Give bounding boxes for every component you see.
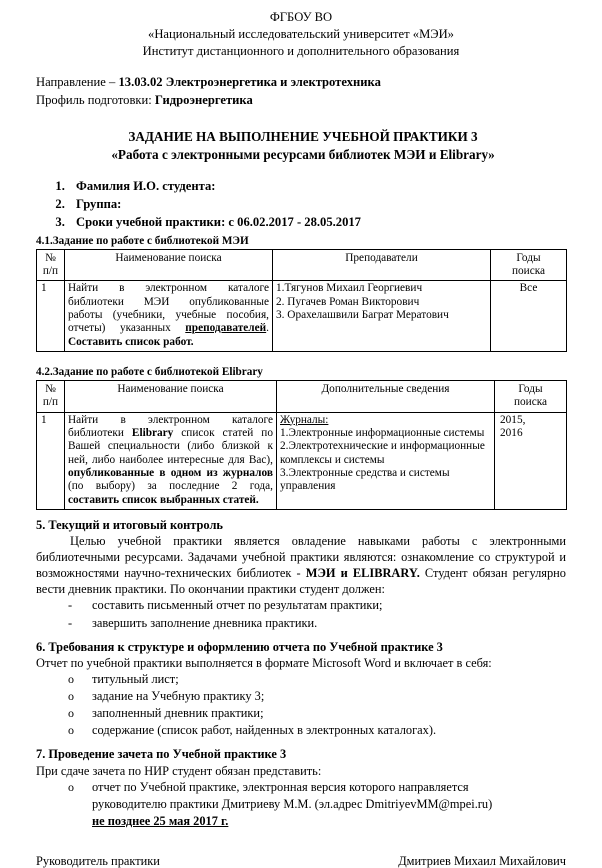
header-years-line1: Годы (518, 382, 543, 395)
table-elibrary (36, 380, 567, 510)
table-header-row (37, 380, 567, 412)
search-text-bold1: опубликованные в одном из журналов (68, 466, 273, 479)
section-5-text-bold: МЭИ и ELIBRARY. (305, 566, 420, 581)
header-num-line1: № (45, 382, 56, 395)
cell-years (495, 412, 567, 509)
table-mei (36, 249, 567, 352)
header-years-line2: поиска (513, 396, 548, 409)
section-6-list (0, 671, 602, 739)
table-row (37, 412, 567, 509)
section-5 (0, 517, 602, 598)
title-line-2: «Работа с электронными ресурсами библиотек МЭИ и Elibrary» (111, 146, 495, 162)
header-num-line1: № (45, 251, 56, 264)
masthead-line-1: ФГБОУ ВО (269, 10, 333, 24)
direction-value: 13.03.02 Электроэнергетика и электротехника (118, 75, 381, 90)
search-text-elibrary: Elibrary (131, 426, 174, 439)
search-text-part2: список статей по Вашей специальности (либо близкой к ней, либо наиболее интересные для Вас), (68, 426, 273, 466)
cell-search-description (65, 281, 273, 352)
additional-info-title: Журналы: (280, 413, 329, 426)
column-header-years (495, 380, 567, 412)
section-7-item-line1: отчет по Учебной практике, электронная версия которого направляется (92, 779, 469, 794)
section-5-text-part2: Студент обязан регулярно вести дневник практики. По окончании практики студент должен: (36, 566, 566, 597)
column-header-years (491, 249, 567, 281)
list-item (68, 779, 602, 830)
cell-row-number: 1 (37, 281, 65, 352)
header-years-line1: Годы (516, 251, 541, 264)
teacher-item: 1.Тягунов Михаил Георгиевич (276, 282, 423, 295)
profile-line (36, 92, 602, 110)
search-text-instruction: Составить список работ. (68, 335, 194, 348)
column-header-teachers: Преподаватели (273, 249, 491, 281)
column-header-search-name: Наименование поиска (65, 380, 277, 412)
search-text-part1: Найти в электронном каталоге библиотеки (68, 413, 273, 439)
cell-row-number: 1 (37, 412, 65, 509)
header-years-line2: поиска (511, 264, 546, 277)
column-header-search-name: Наименование поиска (65, 249, 273, 281)
teacher-item: 3. Орахелашвили Баграт Мератович (276, 308, 449, 321)
table-header-row (37, 249, 567, 281)
search-text-emphasis: преподавателей (185, 322, 267, 335)
table-elibrary-caption: 4.2.Задание по работе с библиотекой Elibrary (36, 365, 263, 378)
years-line-2: 2016 (500, 426, 523, 439)
profile-value: Гидроэнергетика (154, 93, 253, 108)
section-5-list (0, 597, 602, 631)
section-5-text-part1: Целью учебной практики является овладение навыками работы с электронными библиотечными ресурсами. Задачами учебной практики являются: ознакомление со структурой и возможностями научно-технических библиотек - (36, 533, 566, 581)
signature-name: Дмитриев Михаил Михайлович (398, 853, 566, 868)
student-info-list (0, 177, 602, 232)
list-item: 3. Сроки учебной практики: с 06.02.2017 - 28.05.2017 (68, 213, 602, 231)
title-line-1: ЗАДАНИЕ НА ВЫПОЛНЕНИЕ УЧЕБНОЙ ПРАКТИКИ 3 (128, 129, 478, 145)
search-text-prefix: Найти в электронном каталоге библиотеки МЭИ опубликованные работы (учебники, учебные пособия, отчеты) указанных (68, 282, 269, 335)
section-5-paragraph (36, 533, 566, 598)
list-item: - составить письменный отчет по результатам практики; (68, 597, 602, 614)
signature-role: Руководитель практики (36, 853, 160, 868)
cell-teachers (273, 281, 491, 352)
signature-block (0, 854, 602, 868)
list-item: o титульный лист; (68, 671, 602, 688)
cell-years: Все (491, 281, 567, 352)
list-item: 2. Группа: (68, 195, 602, 213)
page-title (0, 128, 602, 163)
table-row (37, 281, 567, 352)
section-6-heading: 6. Требования к структуре и оформлению отчета по Учебной практике 3 (36, 639, 443, 654)
masthead-line-3: Институт дистанционного и дополнительного образования (142, 44, 460, 59)
section-5-heading: 5. Текущий и итоговый контроль (36, 517, 223, 532)
journal-item: 3.Электронные средства и системы управления (280, 466, 450, 493)
section-7-intro: При сдаче зачета по НИР студент обязан представить: (36, 763, 322, 778)
masthead (0, 0, 602, 60)
table-mei-caption: 4.1.Задание по работе с библиотекой МЭИ (36, 234, 249, 247)
search-text-part3: (по выбору) за последние 2 года, (68, 480, 273, 493)
search-text-bold2: составить список выбранных статей. (68, 493, 259, 506)
column-header-number (37, 249, 65, 281)
list-item: - завершить заполнение дневника практики. (68, 615, 602, 632)
teacher-item: 2. Пугачев Роман Викторович (276, 295, 420, 308)
column-header-number (37, 380, 65, 412)
masthead-line-2: «Национальный исследовательский университет «МЭИ» (148, 27, 454, 42)
list-item: 1. Фамилия И.О. студента: (68, 177, 602, 195)
journal-item: 2.Электротехнические и информационные комплексы и системы (280, 440, 485, 466)
section-6 (0, 639, 602, 671)
cell-additional-info (277, 412, 495, 509)
direction-label: Направление – (36, 75, 119, 90)
journal-item: 1.Электронные информационные системы (280, 426, 485, 439)
list-item: o заполненный дневник практики; (68, 705, 602, 722)
search-text-suffix: . (266, 322, 269, 335)
header-num-line2: п/п (42, 264, 59, 277)
section-6-intro: Отчет по учебной практики выполняется в формате Microsoft Word и включает в себя: (36, 655, 492, 670)
cell-search-description (65, 412, 277, 509)
years-line-1: 2015, (500, 413, 526, 426)
direction-line (36, 74, 602, 92)
direction-block (0, 74, 602, 110)
list-item: o содержание (список работ, найденных в электронных каталогах). (68, 722, 602, 739)
column-header-additional-info: Дополнительные сведения (277, 380, 495, 412)
profile-label: Профиль подготовки: (36, 93, 155, 108)
section-7-item-line2: руководителю практики Дмитриеву М.М. (эл.адрес DmitriyevMM@mpei.ru) (92, 796, 493, 811)
section-7 (0, 746, 602, 778)
section-7-deadline: не позднее 25 мая 2017 г. (92, 813, 229, 828)
section-7-heading: 7. Проведение зачета по Учебной практике 3 (36, 747, 287, 762)
list-item: o задание на Учебную практику 3; (68, 688, 602, 705)
header-num-line2: п/п (42, 396, 59, 409)
section-7-list (0, 779, 602, 830)
